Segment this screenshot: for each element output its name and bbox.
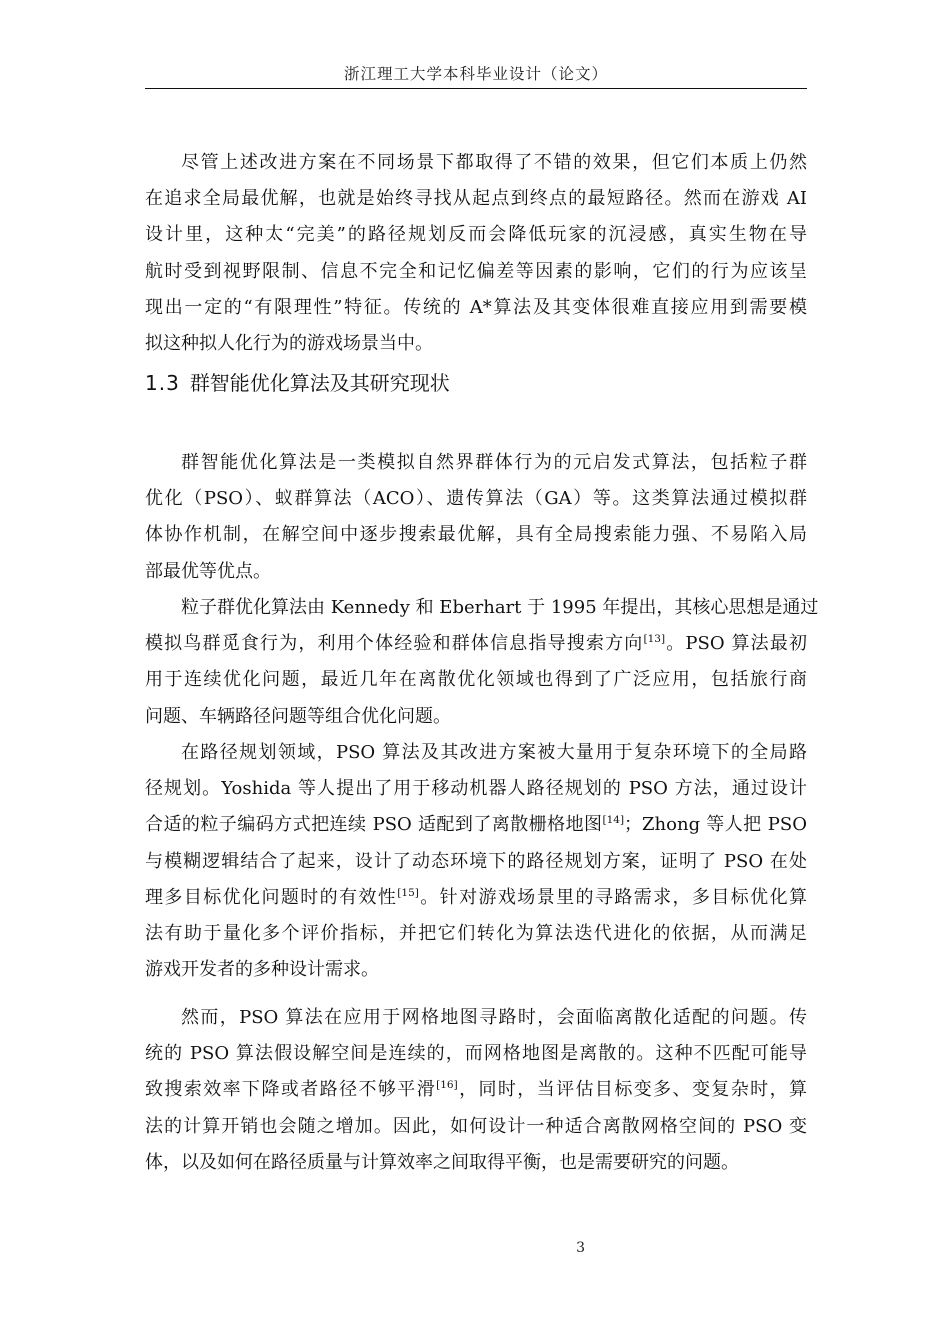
citation-ref: [14] — [602, 814, 625, 827]
text-line — [145, 807, 807, 843]
text-line: 粒子群优化算法由 Kennedy 和 Eberhart 于 1995 年提出，其核心思想是通过 — [181, 597, 819, 618]
text-line — [145, 626, 807, 662]
paragraph-4 — [145, 735, 807, 988]
text-line — [145, 880, 807, 916]
text-line: 游戏开发者的多种设计需求。 — [145, 959, 379, 981]
text-segment: 合适的粒子编码方式把连续 PSO 适配到了离散栅格地图 — [145, 814, 603, 836]
text-line — [145, 1072, 807, 1108]
text-line: 拟这种拟人化行为的游戏场景当中。 — [145, 332, 433, 354]
text-line: 法的计算开销也会随之增加。因此，如何设计一种适合离散网格空间的 PSO 变 — [145, 1115, 807, 1137]
text-line: 径规划。Yoshida 等人提出了用于移动机器人路径规划的 PSO 方法，通过设计 — [145, 778, 807, 800]
section-number: 1.3 — [145, 371, 180, 395]
text-segment: 。针对游戏场景里的寻路需求，多目标优化算 — [418, 886, 808, 908]
citation-ref: [13] — [643, 633, 666, 646]
text-line: 在路径规划领域，PSO 算法及其改进方案被大量用于复杂环境下的全局路 — [181, 742, 807, 763]
text-segment: 致搜索效率下降或者路径不够平滑 — [145, 1079, 437, 1101]
text-line: 问题、车辆路径问题等组合优化问题。 — [145, 705, 451, 727]
text-line: 体，以及如何在路径质量与计算效率之间取得平衡，也是需要研究的问题。 — [145, 1151, 739, 1173]
paragraph-2 — [145, 445, 807, 590]
text-line: 统的 PSO 算法假设解空间是连续的，而网格地图是离散的。这种不匹配可能导 — [145, 1043, 807, 1065]
text-line: 用于连续优化问题，最近几年在离散优化领域也得到了广泛应用，包括旅行商 — [145, 669, 807, 691]
paragraph-3 — [145, 590, 819, 735]
text-segment: 。PSO 算法最初 — [665, 633, 808, 655]
text-segment: ，同时，当评估目标变多、变复杂时，算 — [457, 1079, 807, 1101]
section-title: 群智能优化算法及其研究现状 — [189, 371, 450, 395]
text-line: 与模糊逻辑结合了起来，设计了动态环境下的路径规划方案，证明了 PSO 在处 — [145, 850, 807, 872]
header-rule — [145, 88, 807, 89]
paragraph-1 — [145, 145, 807, 362]
running-header: 浙江理工大学本科毕业设计（论文） — [343, 65, 608, 83]
text-line: 设计里，这种太“完美”的路径规划反而会降低玩家的沉浸感，真实生物在导 — [145, 224, 807, 246]
text-line: 航时受到视野限制、信息不完全和记忆偏差等因素的影响，它们的行为应该呈 — [145, 260, 807, 282]
text-line: 尽管上述改进方案在不同场景下都取得了不错的效果，但它们本质上仍然 — [181, 152, 807, 173]
paragraph-5 — [145, 1000, 807, 1181]
text-line: 体协作机制，在解空间中逐步搜索最优解，具有全局搜索能力强、不易陷入局 — [145, 524, 807, 546]
text-line: 部最优等优点。 — [145, 560, 271, 582]
text-line: 优化（PSO）、蚁群算法（ACO）、遗传算法（GA）等。这类算法通过模拟群 — [145, 488, 807, 510]
text-segment: ；Zhong 等人把 PSO — [624, 814, 807, 836]
text-line: 现出一定的“有限理性”特征。传统的 A*算法及其变体很难直接应用到需要模 — [145, 296, 807, 318]
text-line: 群智能优化算法是一类模拟自然界群体行为的元启发式算法，包括粒子群 — [181, 452, 807, 473]
citation-ref: [15] — [397, 886, 419, 899]
page-number: 3 — [576, 1240, 585, 1256]
text-segment: 模拟鸟群觅食行为，利用个体经验和群体信息指导搜索方向 — [145, 633, 644, 655]
citation-ref: [16] — [436, 1079, 458, 1092]
text-segment: 理多目标优化问题时的有效性 — [145, 886, 398, 908]
text-line: 在追求全局最优解，也就是始终寻找从起点到终点的最短路径。然而在游戏 AI — [145, 188, 807, 210]
text-line: 然而，PSO 算法在应用于网格地图寻路时，会面临离散化适配的问题。传 — [181, 1007, 807, 1028]
text-line: 法有助于量化多个评价指标，并把它们转化为算法迭代进化的依据，从而满足 — [145, 922, 807, 944]
section-heading — [145, 369, 450, 397]
